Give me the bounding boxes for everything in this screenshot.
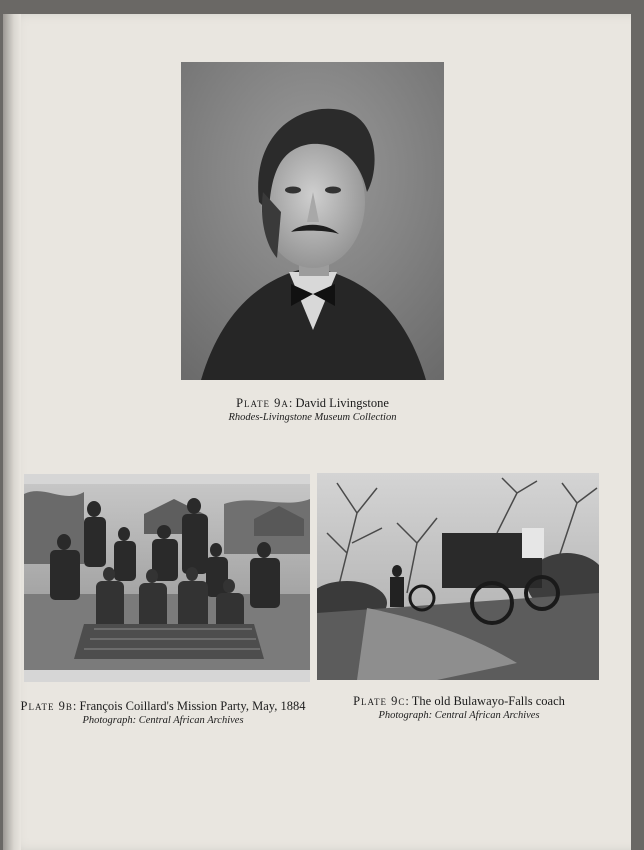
plate-9a-credit: Rhodes-Livingstone Museum Collection	[228, 412, 397, 423]
coach-photograph	[317, 473, 599, 680]
plate-9c-caption	[313, 693, 605, 723]
plate-9a-caption	[181, 395, 444, 425]
plate-9c-credit: Photograph: Central African Archives	[378, 710, 540, 721]
group-photograph	[24, 474, 310, 682]
plate-9b-title: Plate 9b: François Coillard's Mission Party, May, 1884	[20, 699, 306, 713]
plate-9c-title: Plate 9c: The old Bulawayo-Falls coach	[353, 694, 565, 708]
plate-9b-label: Plate 9b	[20, 699, 73, 713]
book-page	[3, 14, 631, 850]
plate-9c-label: Plate 9c	[353, 694, 406, 708]
plate-9a-title: Plate 9a: David Livingstone	[236, 396, 389, 410]
plate-9b-caption	[13, 698, 313, 728]
plate-9a-label: Plate 9a	[236, 396, 289, 410]
plate-9b-credit: Photograph: Central African Archives	[82, 715, 244, 726]
portrait-photograph	[181, 62, 444, 380]
